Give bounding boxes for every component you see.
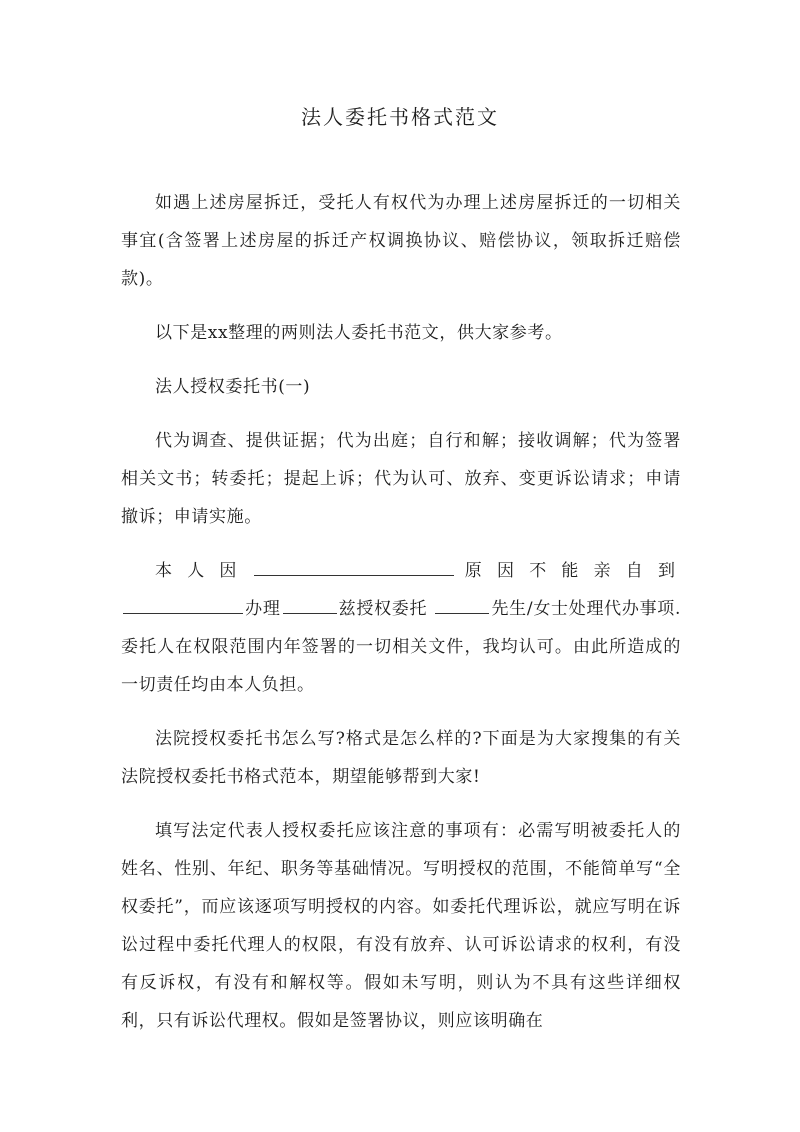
paragraph-authorized-items: 代为调查、提供证据；代为出庭；自行和解；接收调解；代为签署相关文书；转委托；提起上诉；代为认可、放弃、变更诉讼请求；申请撤诉；申请实施。 — [121, 431, 681, 527]
blank-reason — [254, 574, 454, 576]
fill-in-text-handle: 办理 — [245, 599, 281, 619]
fill-in-text-remainder: 先生/女士处理代办事项.委托人在权限范围内年签署的一切相关文件，我均认可。由此所造成的一切责任均由本人负担。 — [121, 599, 682, 695]
paragraph-demolition: 如遇上述房屋拆迁，受托人有权代为办理上述房屋拆迁的一切相关事宜(含签署上述房屋的拆迁产权调换协议、赔偿协议，领取拆迁赔偿款)。 — [121, 193, 681, 289]
blank-agent-name — [435, 612, 489, 614]
paragraph-fill-in-form — [121, 552, 681, 704]
fill-in-text-authorize: 兹授权委托 — [338, 599, 428, 619]
paragraph-notes: 填写法定代表人授权委托应该注意的事项有：必需写明被委托人的姓名、性别、年纪、职务等基础情况。写明授权的范围，不能简单写“全权委托”，而应该逐项写明授权的内容。如委托代理诉讼，就应写明在诉讼过程中委托代理人的权限，有没有放弃、认可诉讼请求的权利，有没有反诉权，有没有和解权等。假如未写明，则认为不具有这些详细权利，只有诉讼代理权。假如是签署协议，则应该明确在 — [121, 821, 681, 1031]
paragraph-how-to-write: 法院授权委托书怎么写?格式是怎么样的?下面是为大家搜集的有关法院授权委托书格式范本，期望能够帮到大家! — [121, 729, 681, 787]
document-body — [121, 184, 681, 1056]
fill-in-line-2 — [121, 590, 681, 704]
paragraph-heading-one: 法人授权委托书(一) — [155, 377, 311, 397]
fill-in-text-reason-prefix: 本人因 — [155, 561, 252, 581]
fill-in-line-1 — [121, 552, 681, 590]
blank-location — [123, 612, 243, 614]
paragraph-intro: 以下是xx整理的两则法人委托书范文，供大家参考。 — [155, 323, 563, 343]
document-title: 法人委托书格式范文 — [301, 105, 499, 129]
fill-in-text-reason-suffix: 原因不能亲自到 — [455, 561, 682, 581]
blank-matter — [283, 612, 337, 614]
